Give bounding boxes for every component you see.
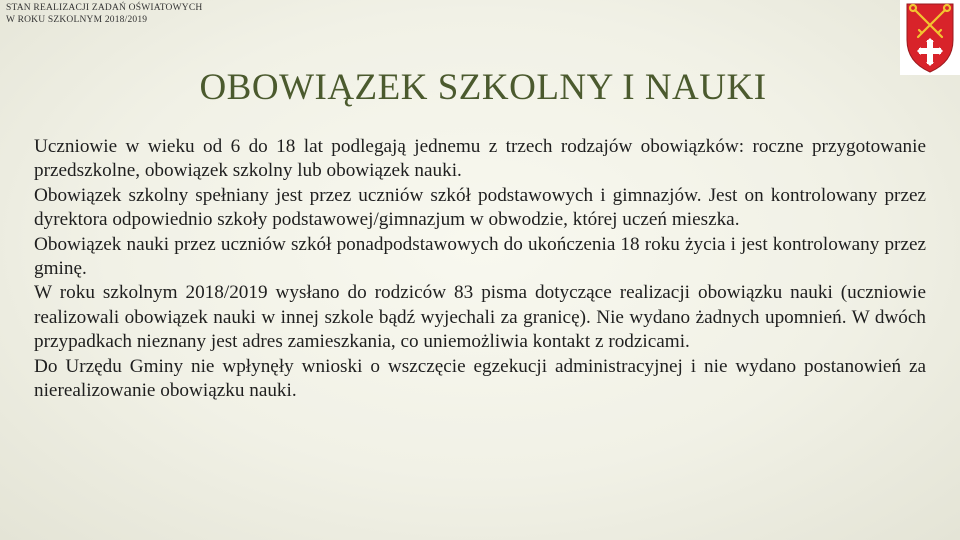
paragraph: Uczniowie w wieku od 6 do 18 lat podlegają jednemu z trzech rodzajów obowiązków: roczne przygotowanie przedszkolne, obowiązek szkolny lub obowiązek nauki. xyxy=(34,136,926,182)
paragraph: Obowiązek nauki przez uczniów szkół ponadpodstawowych do ukończenia 18 roku życia i jest kontrolowany przez gminę. xyxy=(34,233,926,280)
page-title: OBOWIĄZEK SZKOLNY I NAUKI xyxy=(199,67,767,108)
body-text xyxy=(34,135,926,403)
paragraph: W roku szkolnym 2018/2019 wysłano do rodziców 83 pisma dotyczące realizacji obowiązku nauki (uczniowie realizowali obowiązek nauki w innej szkole bądź wyjechali za granicę). Nie wydano żadnych upomnień. W dwóch przypadkach nieznany jest adres zamieszkania, co uniemożliwia kontakt z rodzicami. xyxy=(34,282,926,353)
paragraph: Do Urzędu Gminy nie wpłynęły wnioski o wszczęcie egzekucji administracyjnej i nie wydano postanowień za nierealizowanie obowiązku nauki. xyxy=(34,355,926,402)
header-text xyxy=(6,2,202,26)
paragraph: Obowiązek szkolny spełniany jest przez uczniów szkół podstawowych i gimnazjów. Jest on kontrolowany przez dyrektora odpowiednio szkoły podstawowej/gimnazjum w obwodzie, której uczeń mieszka. xyxy=(34,184,926,231)
header-line-2: W ROKU SZKOLNYM 2018/2019 xyxy=(6,15,148,25)
header-line-1: STAN REALIZACJI ZADAŃ OŚWIATOWYCH xyxy=(6,3,203,13)
coat-of-arms-icon xyxy=(900,0,960,75)
